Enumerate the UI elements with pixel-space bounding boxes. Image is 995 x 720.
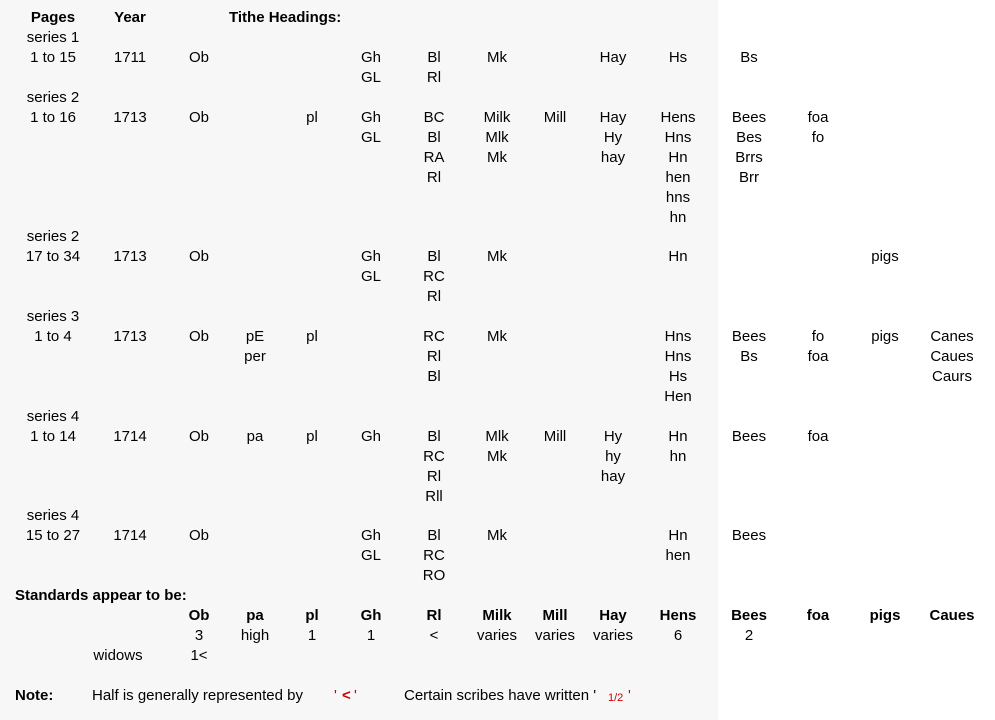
year-value: 1713 (113, 328, 147, 345)
tithe-cell-rl: Rl (426, 348, 442, 365)
tithe-cell-rl: Rll (425, 488, 443, 505)
standard-header: Ob (188, 607, 210, 624)
tithe-cell-milk: Mk (487, 527, 507, 544)
tithe-cell-ob: Ob (188, 248, 210, 265)
standard-value: < (429, 627, 439, 644)
tithe-cell-hens: hn (669, 209, 687, 226)
tithe-cell-hens: Hs (668, 49, 688, 66)
tithe-cell-ob: Ob (188, 328, 210, 345)
standard-header: Hay (599, 607, 627, 624)
tithe-cell-pa: pa (246, 428, 264, 445)
tithe-cell-ob: Ob (188, 428, 210, 445)
tithe-cell-hens: Hns (664, 129, 692, 146)
tithe-cell-milk: Milk (483, 109, 511, 126)
tithe-cell-hens: hen (665, 169, 691, 186)
tithe-cell-bees: Bees (731, 328, 767, 345)
tithe-cell-rl: Rl (426, 468, 442, 485)
tithe-cell-gh: Gh (360, 248, 382, 265)
tithe-cell-hay: Hay (599, 49, 627, 66)
tithe-cell-hens: hn (669, 448, 687, 465)
tithe-cell-hens: hen (665, 547, 691, 564)
standard-value: varies (476, 627, 518, 644)
tithe-cell-hens: Hen (664, 388, 692, 405)
standard-header: Rl (426, 607, 442, 624)
year-value: 1713 (113, 248, 147, 265)
tithe-cell-foa: fo (811, 328, 825, 345)
tithe-cell-pl: pl (306, 428, 318, 445)
tithe-cell-gh: GL (360, 547, 382, 564)
tithe-cell-rl: Rl (426, 69, 442, 86)
standard-value: varies (534, 627, 576, 644)
widows-value: 1< (190, 647, 208, 664)
tithe-cell-foa: foa (807, 428, 829, 445)
standards-title: Standards appear to be: (15, 587, 187, 604)
page-range: 1 to 15 (30, 49, 76, 66)
tithe-cell-hay: hay (600, 468, 626, 485)
tithe-cell-pa: per (244, 348, 266, 365)
tithe-cell-mill: Mill (543, 428, 567, 445)
standard-header: Gh (360, 607, 382, 624)
tithe-cell-mill: Mill (543, 109, 567, 126)
tithe-cell-hens: Hn (668, 248, 688, 265)
standard-header: foa (806, 607, 830, 624)
series-label: series 2 (26, 228, 80, 245)
note-half-text: Half is generally represented by (92, 687, 303, 704)
tithe-cell-milk: Mk (487, 149, 507, 166)
standard-header: Bees (731, 607, 767, 624)
tithe-cell-canes: Caues (930, 348, 974, 365)
note-fraction: 1/2 (608, 692, 624, 704)
standard-value: high (240, 627, 270, 644)
tithe-cell-bees: Bees (731, 527, 767, 544)
year-value: 1713 (113, 109, 147, 126)
series-label: series 2 (26, 89, 80, 106)
tithe-cell-gh: GL (360, 268, 382, 285)
tithe-cell-pigs: pigs (871, 248, 899, 265)
tithe-cell-rl: RC (423, 268, 445, 285)
tithe-cell-pigs: pigs (871, 328, 899, 345)
tithe-cell-hens: Hns (664, 328, 692, 345)
tithe-cell-gh: Gh (360, 527, 382, 544)
tithe-cell-rl: Bl (427, 527, 441, 544)
tithe-cell-foa: foa (807, 348, 829, 365)
tithe-cell-bees: Brr (739, 169, 759, 186)
tithe-cell-rl: Bl (427, 49, 441, 66)
tithe-cell-rl: RC (423, 547, 445, 564)
tithe-cell-gh: Gh (360, 49, 382, 66)
widows-label: widows (93, 647, 143, 664)
pages-heading: Pages (30, 9, 76, 26)
tithe-cell-ob: Ob (188, 109, 210, 126)
standard-value: 1 (307, 627, 317, 644)
tithe-cell-bees: Bs (740, 348, 758, 365)
tithe-cell-rl: RO (422, 567, 446, 584)
tithe-cell-foa: foa (807, 109, 829, 126)
tithe-cell-milk: Mk (487, 328, 507, 345)
page-range: 15 to 27 (25, 527, 81, 544)
tithe-cell-ob: Ob (188, 527, 210, 544)
tithe-cell-ob: Ob (188, 49, 210, 66)
year-value: 1714 (113, 527, 147, 544)
tithe-cell-hens: Hens (660, 109, 696, 126)
standard-header: Hens (659, 607, 697, 624)
tithe-cell-hay: hay (600, 149, 626, 166)
tithe-cell-hay: Hay (599, 109, 627, 126)
tithe-cell-hens: Hn (668, 149, 688, 166)
tithe-cell-pl: pl (306, 109, 318, 126)
standard-value: 6 (673, 627, 683, 644)
tithe-cell-bees: Bes (736, 129, 762, 146)
tithe-cell-rl: RC (423, 448, 445, 465)
tithe-cell-rl: RC (423, 328, 445, 345)
series-label: series 4 (26, 507, 80, 524)
tithe-cell-canes: Caurs (931, 368, 973, 385)
standard-header: Mill (542, 607, 568, 624)
tithe-cell-rl: Rl (426, 169, 442, 186)
tithe-cell-rl: RA (423, 149, 445, 166)
tithe-cell-rl: Rl (426, 288, 442, 305)
tithe-cell-hay: hy (605, 448, 621, 465)
page-range: 1 to 16 (30, 109, 76, 126)
year-value: 1711 (113, 49, 147, 66)
tithe-cell-hay: Hy (603, 129, 623, 146)
series-label: series 4 (26, 408, 80, 425)
tithe-cell-gh: Gh (360, 109, 382, 126)
tithe-cell-rl: Bl (427, 129, 441, 146)
standard-header: Milk (482, 607, 512, 624)
tithe-cell-foa: fo (811, 129, 825, 146)
tithe-cell-milk: Mk (487, 49, 507, 66)
standard-header: Caues (929, 607, 975, 624)
page-range: 17 to 34 (25, 248, 81, 265)
note-quote-close: ' (354, 687, 357, 704)
tithe-cell-bees: Brrs (735, 149, 763, 166)
tithe-cell-milk: Mk (487, 448, 507, 465)
tithe-cell-gh: GL (360, 69, 382, 86)
tithe-cell-bees: Bs (740, 49, 758, 66)
tithe-cell-hay: Hy (603, 428, 623, 445)
year-value: 1714 (113, 428, 147, 445)
tithe-cell-pa: pE (245, 328, 265, 345)
tithe-cell-hens: hns (665, 189, 691, 206)
tithe-cell-hens: Hs (668, 368, 688, 385)
note-scribes-text: Certain scribes have written ' (404, 687, 597, 704)
series-label: series 3 (26, 308, 80, 325)
standard-value: varies (592, 627, 634, 644)
tithe-cell-hens: Hn (668, 527, 688, 544)
standard-header: pl (305, 607, 319, 624)
tithe-cell-milk: Mlk (485, 129, 509, 146)
standard-value: 3 (194, 627, 204, 644)
tithe-cell-canes: Canes (930, 328, 974, 345)
standard-header: pa (246, 607, 264, 624)
tithe-cell-hens: Hn (668, 428, 688, 445)
tithe-cell-gh: GL (360, 129, 382, 146)
note-scribes-close: ' (628, 687, 631, 704)
tithe-cell-pl: pl (306, 328, 318, 345)
note-quote-open: ' (334, 687, 337, 704)
tithe-cell-rl: Bl (427, 248, 441, 265)
standard-value: 2 (744, 627, 754, 644)
standard-header: pigs (869, 607, 901, 624)
page-range: 1 to 4 (34, 328, 72, 345)
tithe-cell-rl: Bl (427, 368, 441, 385)
series-label: series 1 (26, 29, 80, 46)
tithe-cell-gh: Gh (360, 428, 382, 445)
tithe-cell-hens: Hns (664, 348, 692, 365)
year-heading: Year (114, 9, 146, 26)
tithe-cell-milk: Mk (487, 248, 507, 265)
tithe-headings-title: Tithe Headings: (229, 9, 342, 26)
page-range: 1 to 14 (30, 428, 76, 445)
tithe-cell-milk: Mlk (485, 428, 509, 445)
note-label: Note: (15, 687, 54, 704)
tithe-cell-rl: Bl (427, 428, 441, 445)
tithe-cell-bees: Bees (731, 109, 767, 126)
tithe-cell-rl: BC (423, 109, 445, 126)
note-half-symbol: < (342, 687, 351, 704)
standard-value: 1 (366, 627, 376, 644)
tithe-cell-bees: Bees (731, 428, 767, 445)
